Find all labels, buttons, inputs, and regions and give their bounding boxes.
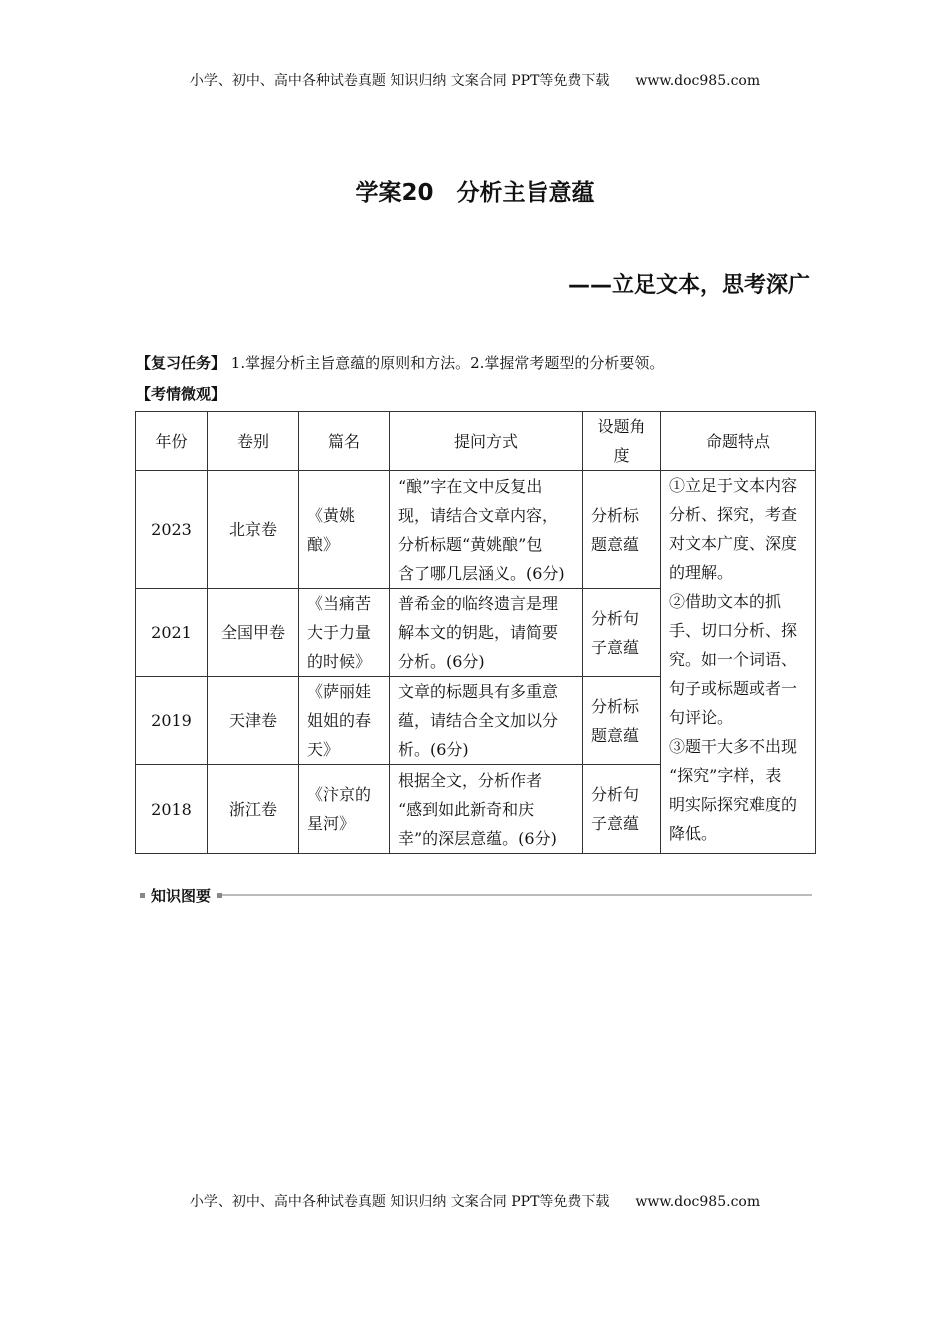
header-url[interactable]: www.doc985.com (635, 73, 761, 89)
cell-title: 《当痛苦 大于力量 的时候》 (299, 589, 390, 677)
cell-question: 普希金的临终遗言是理 解本文的钥匙，请简要 分析。(6分) (390, 589, 583, 677)
cell-angle: 分析句 子意蕴 (583, 589, 661, 677)
cell-paper: 北京卷 (208, 471, 299, 589)
col-question: 提问方式 (390, 412, 583, 471)
cell-angle: 分析标 题意蕴 (583, 677, 661, 765)
cell-title: 《黄姚 酿》 (299, 471, 390, 589)
cell-question: 根据全文，分析作者 “感到如此新奇和庆 幸”的深层意蕴。(6分) (390, 765, 583, 854)
col-angle: 设题角 度 (583, 412, 661, 471)
table-header-row (136, 412, 816, 471)
footer-text: 小学、初中、高中各种试卷真题 知识归纳 文案合同 PPT等免费下载 (189, 1194, 610, 1210)
cell-title: 《汴京的 星河》 (299, 765, 390, 854)
cell-year: 2019 (136, 677, 208, 765)
footer-url[interactable]: www.doc985.com (635, 1194, 761, 1210)
cell-paper: 浙江卷 (208, 765, 299, 854)
cell-year: 2023 (136, 471, 208, 589)
exam-table (135, 411, 816, 854)
cell-year: 2018 (136, 765, 208, 854)
col-features: 命题特点 (661, 412, 816, 471)
header-text: 小学、初中、高中各种试卷真题 知识归纳 文案合同 PPT等免费下载 (189, 73, 610, 89)
cell-paper: 天津卷 (208, 677, 299, 765)
task-text: 1.掌握分析主旨意蕴的原则和方法。2.掌握常考题型的分析要领。 (230, 354, 665, 372)
square-bullet-icon (140, 893, 145, 898)
cell-angle: 分析标 题意蕴 (583, 471, 661, 589)
cell-question: “酿”字在文中反复出 现，请结合文章内容， 分析标题“黄姚酿”包 含了哪几层涵义。(6分) (390, 471, 583, 589)
cell-year: 2021 (136, 589, 208, 677)
cell-question: 文章的标题具有多重意 蕴，请结合全文加以分 析。(6分) (390, 677, 583, 765)
section-divider (222, 894, 812, 896)
cell-angle: 分析句 子意蕴 (583, 765, 661, 854)
task-label: 【复习任务】 (136, 354, 227, 372)
section-label: 知识图要 (151, 886, 212, 905)
table-row (136, 471, 816, 589)
cell-features: ①立足于文本内容 分析、探究，考查 对文本广度、深度 的理解。 ②借助文本的抓 手、切口分析、探 究。如一个词语、 句子或标题或者一 句评论。 ③题干大多不出现 “探究”字样，表 明实际探究难度的 降低。 (661, 471, 816, 854)
cell-title: 《萨丽娃 姐姐的春 天》 (299, 677, 390, 765)
page-footer (0, 1191, 950, 1211)
review-task (136, 352, 664, 373)
page-header (0, 70, 950, 90)
section-heading (140, 885, 812, 905)
situation-label: 【考情微观】 (136, 385, 227, 403)
cell-paper: 全国甲卷 (208, 589, 299, 677)
col-paper: 卷别 (208, 412, 299, 471)
col-year: 年份 (136, 412, 208, 471)
page-subtitle: ——立足文本，思考深广 (567, 273, 810, 298)
page-title: 学案20 分析主旨意蕴 (355, 180, 595, 206)
col-title: 篇名 (299, 412, 390, 471)
